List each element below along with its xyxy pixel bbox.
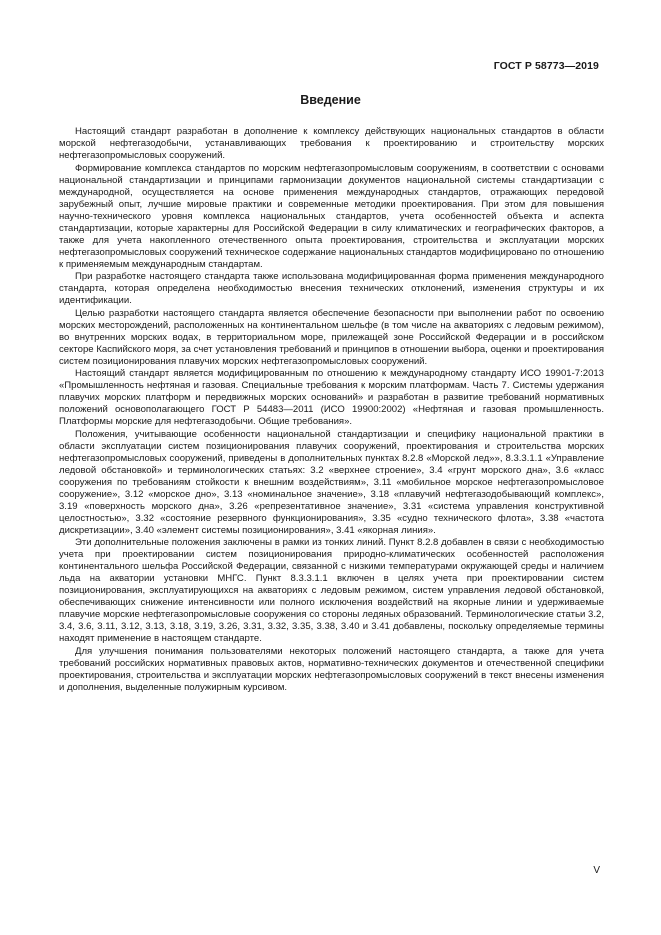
paragraph: Целью разработки настоящего стандарта является обеспечение безопасности при выполнении работ по освоению морских месторождений, расположенных на континентальном шельфе (в том числе на акваториях с ледовым режимом), во внутренних морских водах, в территориальном море, прилежащей зоне Российской Федерации и в российском секторе Каспийского моря, за счет установления требований и принципов в отношении выбора, оценки и проектирования систем позиционирования плавучих морских нефтегазопромысловых сооружений.: [59, 307, 604, 367]
page-number: V: [593, 865, 600, 876]
section-title: Введение: [300, 93, 361, 107]
paragraph: Формирование комплекса стандартов по морским нефтегазопромысловым сооружениям, в соответствии с основами национальной стандартизации и принципами гармонизации документов национальной системы стандартизации с международной, осуществляется на основе применения международных стандартов, отражающих передовой зарубежный опыт, лучшие мировые практики и современные методики проектирования. При этом для повышения научно-технического уровня комплекса национальных стандартов, учета особенностей объекта и аспекта стандартизации, которые характерны для Российской Федерации в силу климатических и географических факторов, а также для учета накопленного отечественного опыта проектирования, строительства и эксплуатации морских нефтегазопромысловых сооружений техническое содержание национальных стандартов модифицировано по отношению к применяемым международным стандартам.: [59, 162, 604, 270]
body-text: [59, 126, 604, 694]
paragraph: Настоящий стандарт является модифицированным по отношению к международному стандарту ИСО 19901-7:2013 «Промышленность нефтяная и газовая. Специальные требования к морским платформам. Часть 7. Системы удержания плавучих морских платформ и передвижных морских оснований» и разработан в развитие требований нормативных положений основополагающего ГОСТ Р 54483—2011 (ИСО 19900:2002) «Нефтяная и газовая промышленность. Платформы морские для нефтегазодобычи. Общие требования».: [59, 368, 604, 427]
paragraph: Положения, учитывающие особенности национальной стандартизации и специфику национальной практики в области эксплуатации систем позиционирования плавучих сооружений, проектирования и строительства морских нефтегазопромысловых сооружений, приведены в дополнительных пунктах 8.2.8 «Морской лед»», 8.3.3.1.1 «Управление ледовой обстановкой» и терминологических статьях: 3.2 «верхнее строение», 3.4 «грунт морского дна», 3.6 «класс сооружения по требованиям стойкости к внешним воздействиям», 3.11 «мобильное морское нефтегазопромысловое сооружение», 3.12 «морское дно», 3.13 «номинальное значение», 3.18 «плавучий нефтегазодобывающий комплекс», 3.19 «поверхность морского дна», 3.26 «репрезентативное значение», 3.31 «система управления конструктивной целостностью», 3.32 «состояние резервного функционирования», 3.35 «судно технического флота», 3.38 «частота дискретизации», 3.40 «элемент системы позиционирования», 3.41 «якорная линия».: [59, 428, 604, 536]
paragraph: Настоящий стандарт разработан в дополнение к комплексу действующих национальных стандартов в области морской нефтегазодобычи, устанавливающих требования к проектированию и строительству морских нефтегазопромысловых сооружений.: [59, 126, 604, 161]
paragraph: Для улучшения понимания пользователями некоторых положений настоящего стандарта, а также для учета требований российских нормативных правовых актов, нормативно-технических документов и отечественной специфики проектирования, строительства и эксплуатации морских нефтегазопромысловых сооружений в текст внесены изменения и дополнения, выделенные полужирным курсивом.: [59, 645, 604, 693]
page-header: ГОСТ Р 58773—2019: [493, 60, 599, 72]
paragraph: При разработке настоящего стандарта также использована модифицированная форма применения международного стандарта, которая определена необходимостью внесения технических отклонений, изменения структуры и их идентификации.: [59, 271, 604, 306]
paragraph: Эти дополнительные положения заключены в рамки из тонких линий. Пункт 8.2.8 добавлен в связи с необходимостью учета при проектировании систем позиционирования природно-климатических особенностей расположения континентального шельфа Российской Федерации, связанной с низкими температурами окружающей среды и наличием льда на акватории установки МНГС. Пункт 8.3.3.1.1 включен в целях учета при проектировании систем позиционирования, эксплуатирующихся на акваториях с ледовым режимом, систем управления ледовой обстановкой, обеспечивающих снижение интенсивности или полного исключения воздействий на якорные линии и удерживаемые плавучие морские нефтегазопромысловые сооружения со стороны ледяных образований. Терминологические статьи 3.2, 3.4, 3.6, 3.11, 3.12, 3.13, 3.18, 3.19, 3.26, 3.31, 3.32, 3.35, 3.38, 3.40 и 3.41 добавлены, поскольку определяемые термины находят применение в настоящем стандарте.: [59, 537, 604, 644]
